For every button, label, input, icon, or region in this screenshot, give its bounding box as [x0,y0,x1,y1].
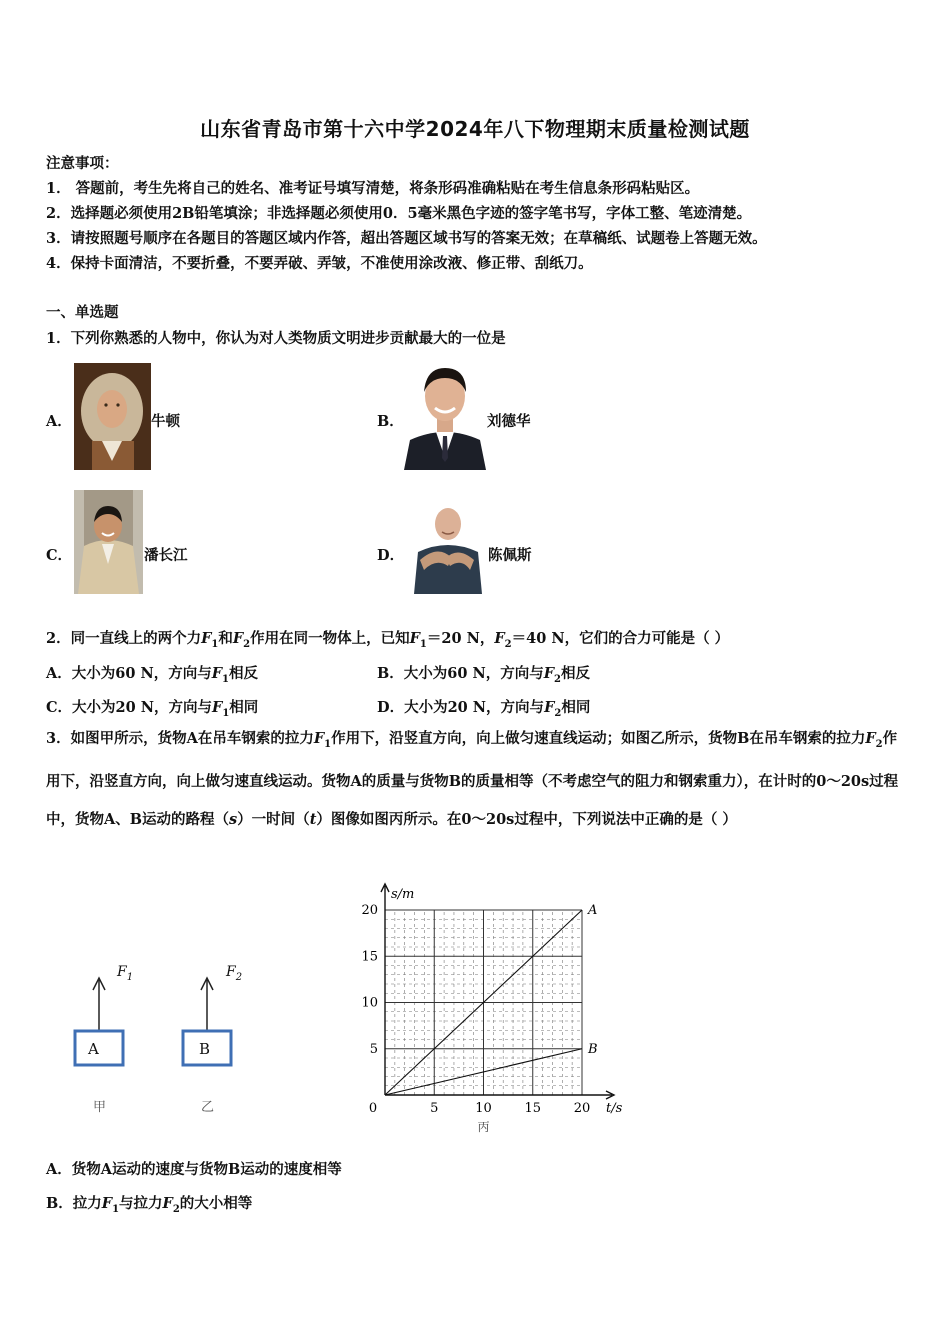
q1-option-c-name: 潘长江 [144,547,188,564]
q1-option-a-letter[interactable]: A． [46,413,72,430]
portrait-jacket-man [74,490,143,594]
notice-item: 1． 答题前，考生先将自己的姓名、准考证号填写清楚，将条形码准确粘贴在考生信息条形码粘贴区。 [46,180,700,197]
figure-jia [60,962,140,1122]
y-axis-label: s/m [391,887,415,902]
portrait-bald-man [408,500,487,594]
chart-caption: 丙 [477,1120,490,1134]
newton-portrait [74,363,151,470]
x-tick-label: 5 [430,1101,439,1116]
st-chart-svg [355,878,635,1138]
x-tick-label: 15 [524,1101,542,1116]
q2-stem: 2．同一直线上的两个力$F_1$和$F_2$作用在同一物体上，已知$F_1=20$ N，$F_2=40$ N，它们的合力可能是（ ） [46,630,730,650]
box-a-label: A [88,1040,99,1058]
st-chart [355,878,635,1138]
q3-stem: 3．如图甲所示，货物A在吊车钢索的拉力$F_1$作用下，沿竖直方向，向上做匀速直线运动；如图乙所示，货物B在吊车钢索的拉力$F_2$作用下，沿竖直方向，向上做匀速直线运动。货物A的质量与货物B的质量相等（不考虑空气的阻力和钢索重力），在计时的0～20s过程中，货物A、B运动的路程（s）一时间（t）图像如图丙所示。在0～20s过程中，下列说法中正确的是（ ） [46,730,899,828]
force-f1-label: $F_1$ [117,964,134,983]
figure-yi [168,962,248,1122]
q1-option-d-letter[interactable]: D． [377,547,405,564]
notice-item: 4．保持卡面清洁，不要折叠，不要弄破、弄皱，不准使用涂改液、修正带、刮纸刀。 [46,255,593,272]
x-axis-label: t/s [606,1101,623,1116]
notice-item: 2．选择题必须使用2B铅笔填涂；非选择题必须使用0．5毫米黑色字迹的签字笔书写，字体工整、笔迹清楚。 [46,205,752,222]
q1-option-a-name: 牛顿 [151,413,180,430]
caption-yi: 乙 [201,1100,215,1115]
q1-option-b-letter[interactable]: B． [377,413,404,430]
q2-option-b[interactable]: B．大小为60 N，方向与$F_2$相反 [377,665,591,685]
q3-option-b[interactable]: B．拉力$F_1$与拉力$F_2$的大小相等 [46,1195,253,1215]
y-tick-label: 10 [361,995,378,1011]
notice-heading: 注意事项： [46,155,119,172]
x-tick-label: 0 [368,1101,378,1116]
q1-option-d-name: 陈佩斯 [488,547,532,564]
box-a [75,1031,123,1065]
section-heading: 一、单选题 [46,304,119,321]
box-b-label: B [199,1040,211,1058]
q1-option-c-letter[interactable]: C． [46,547,73,564]
q1-stem: 1．下列你熟悉的人物中，你认为对人类物质文明进步贡献最大的一位是 [46,330,506,347]
q2-option-a[interactable]: A．大小为60 N，方向与$F_1$相反 [46,665,258,685]
caption-jia: 甲 [93,1100,107,1115]
y-tick-label: 15 [361,949,378,965]
q2-option-c[interactable]: C．大小为20 N，方向与$F_1$相同 [46,699,259,719]
x-tick-label: 10 [475,1101,492,1116]
q2-option-d[interactable]: D．大小为20 N，方向与$F_2$相同 [377,699,591,719]
x-tick-label: 20 [573,1101,591,1116]
series-label: A [588,903,598,918]
q3-option-a[interactable]: A．货物A运动的速度与货物B运动的速度相等 [46,1161,342,1178]
series-label: B [588,1041,598,1057]
page-title: 山东省青岛市第十六中学2024年八下物理期末质量检测试题 [200,117,750,141]
q1-option-b-name: 刘德华 [487,413,531,430]
force-f2-label: $F_2$ [226,964,243,983]
notice-item: 3．请按照题号顺序在各题目的答题区域内作答，超出答题区域书写的答案无效；在草稿纸、试题卷上答题无效。 [46,230,767,247]
portrait-suit-man [404,358,486,470]
y-tick-label: 5 [369,1041,378,1057]
y-tick-label: 20 [361,903,378,918]
